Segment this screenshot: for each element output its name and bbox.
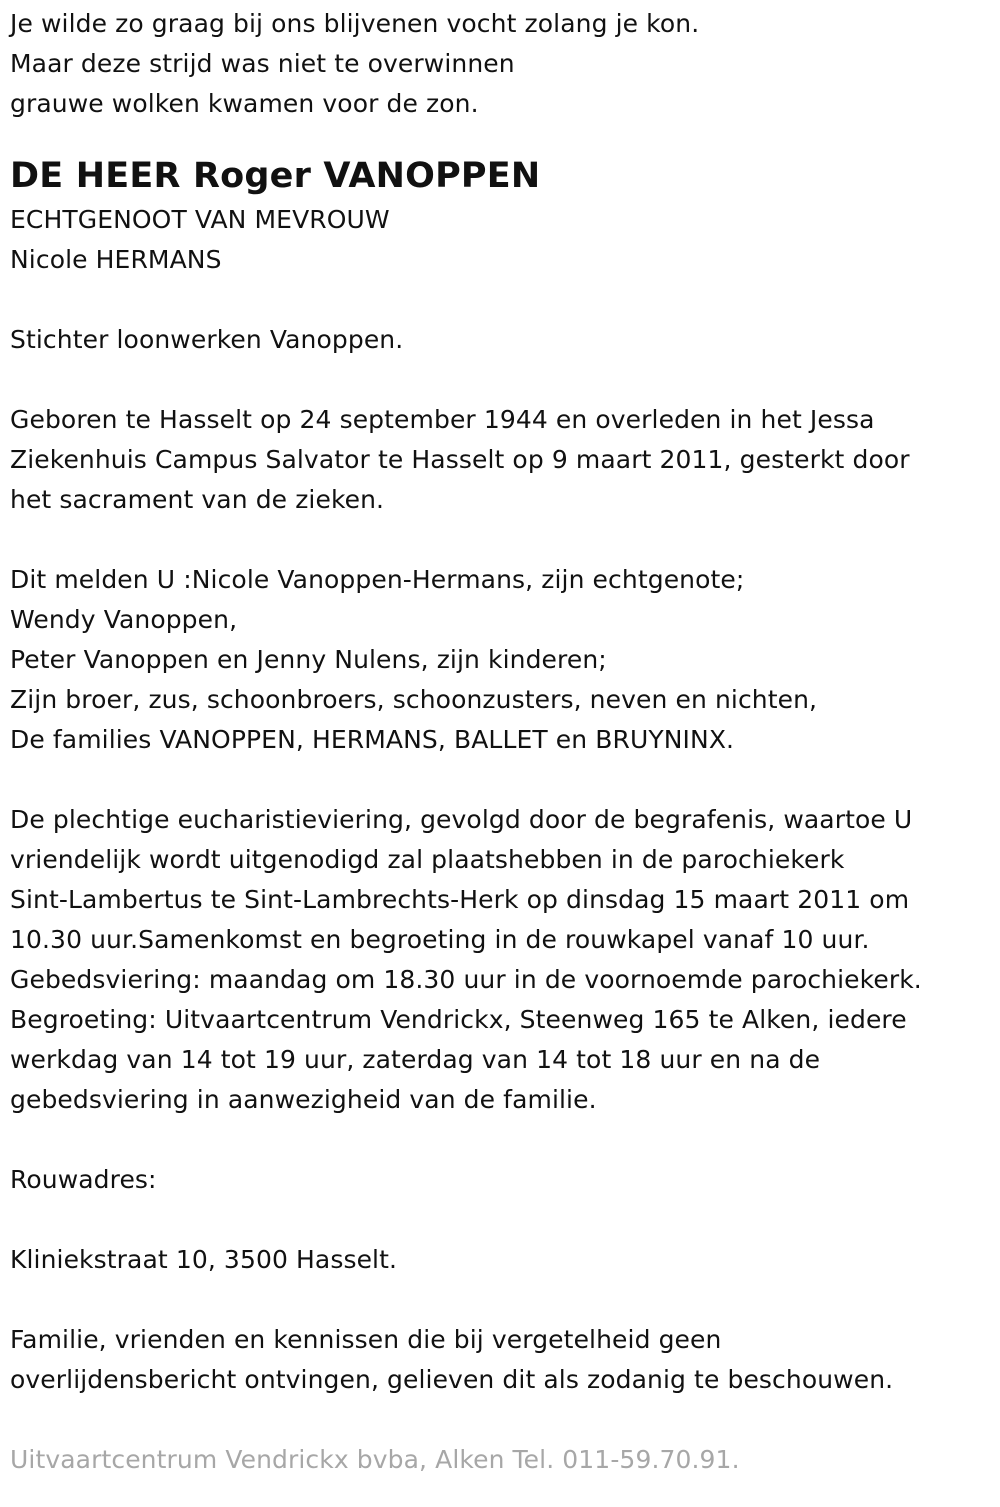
birth-death-paragraph (10, 400, 995, 520)
paragraph-line: overlijdensbericht ontvingen, gelieven dit als zodanig te beschouwen. (10, 1365, 894, 1394)
founder-text: Stichter loonwerken Vanoppen. (10, 325, 404, 354)
spacer (10, 1280, 995, 1320)
poem-line: Je wilde zo graag bij ons blijvenen vocht zolang je kon. (10, 9, 700, 38)
poem (10, 4, 995, 124)
paragraph-line: Familie, vrienden en kennissen die bij vergetelheid geen (10, 1325, 722, 1354)
paragraph-line: Gebedsviering: maandag om 18.30 uur in de voornoemde parochiekerk. (10, 965, 922, 994)
spacer (10, 1400, 995, 1440)
paragraph-line: Sint-Lambertus te Sint-Lambrechts-Herk op dinsdag 15 maart 2011 om (10, 885, 910, 914)
paragraph-line: het sacrament van de zieken. (10, 485, 385, 514)
ceremony-paragraph (10, 800, 995, 1120)
spouse-name: Nicole HERMANS (10, 245, 222, 274)
paragraph-line: De plechtige eucharistieviering, gevolgd door de begrafenis, waartoe U (10, 805, 913, 834)
paragraph-line: 10.30 uur.Samenkomst en begroeting in de rouwkapel vanaf 10 uur. (10, 925, 870, 954)
paragraph-line: Begroeting: Uitvaartcentrum Vendrickx, Steenweg 165 te Alken, iedere (10, 1005, 907, 1034)
spacer (10, 124, 995, 150)
paragraph-line: werkdag van 14 tot 19 uur, zaterdag van 14 tot 18 uur en na de (10, 1045, 821, 1074)
paragraph-line: De families VANOPPEN, HERMANS, BALLET en BRUYNINX. (10, 725, 735, 754)
spacer (10, 280, 995, 320)
announcement-paragraph (10, 560, 995, 760)
paragraph-line: vriendelijk wordt uitgenodigd zal plaatshebben in de parochiekerk (10, 845, 845, 874)
deceased-title: DE HEER Roger VANOPPEN (10, 156, 541, 196)
mourning-address-label: Rouwadres: (10, 1165, 157, 1194)
paragraph-line: Zijn broer, zus, schoonbroers, schoonzusters, neven en nichten, (10, 685, 818, 714)
paragraph-line: gebedsviering in aanwezigheid van de familie. (10, 1085, 597, 1114)
paragraph-line: Dit melden U :Nicole Vanoppen-Hermans, zijn echtgenote; (10, 565, 745, 594)
spacer (10, 1120, 995, 1160)
paragraph-line: Peter Vanoppen en Jenny Nulens, zijn kinderen; (10, 645, 607, 674)
paragraph-line: Wendy Vanoppen, (10, 605, 238, 634)
closing-paragraph (10, 1320, 995, 1400)
spacer (10, 760, 995, 800)
poem-line: Maar deze strijd was niet te overwinnen (10, 49, 515, 78)
mourning-address: Kliniekstraat 10, 3500 Hasselt. (10, 1245, 398, 1274)
funeral-home-footer: Uitvaartcentrum Vendrickx bvba, Alken Tel. 011-59.70.91. (10, 1445, 740, 1474)
spouse-label: ECHTGENOOT VAN MEVROUW (10, 205, 390, 234)
death-notice (10, 4, 995, 1480)
spacer (10, 360, 995, 400)
spacer (10, 520, 995, 560)
paragraph-line: Ziekenhuis Campus Salvator te Hasselt op 9 maart 2011, gesterkt door (10, 445, 910, 474)
paragraph-line: Geboren te Hasselt op 24 september 1944 en overleden in het Jessa (10, 405, 875, 434)
spacer (10, 1200, 995, 1240)
poem-line: grauwe wolken kwamen voor de zon. (10, 89, 479, 118)
